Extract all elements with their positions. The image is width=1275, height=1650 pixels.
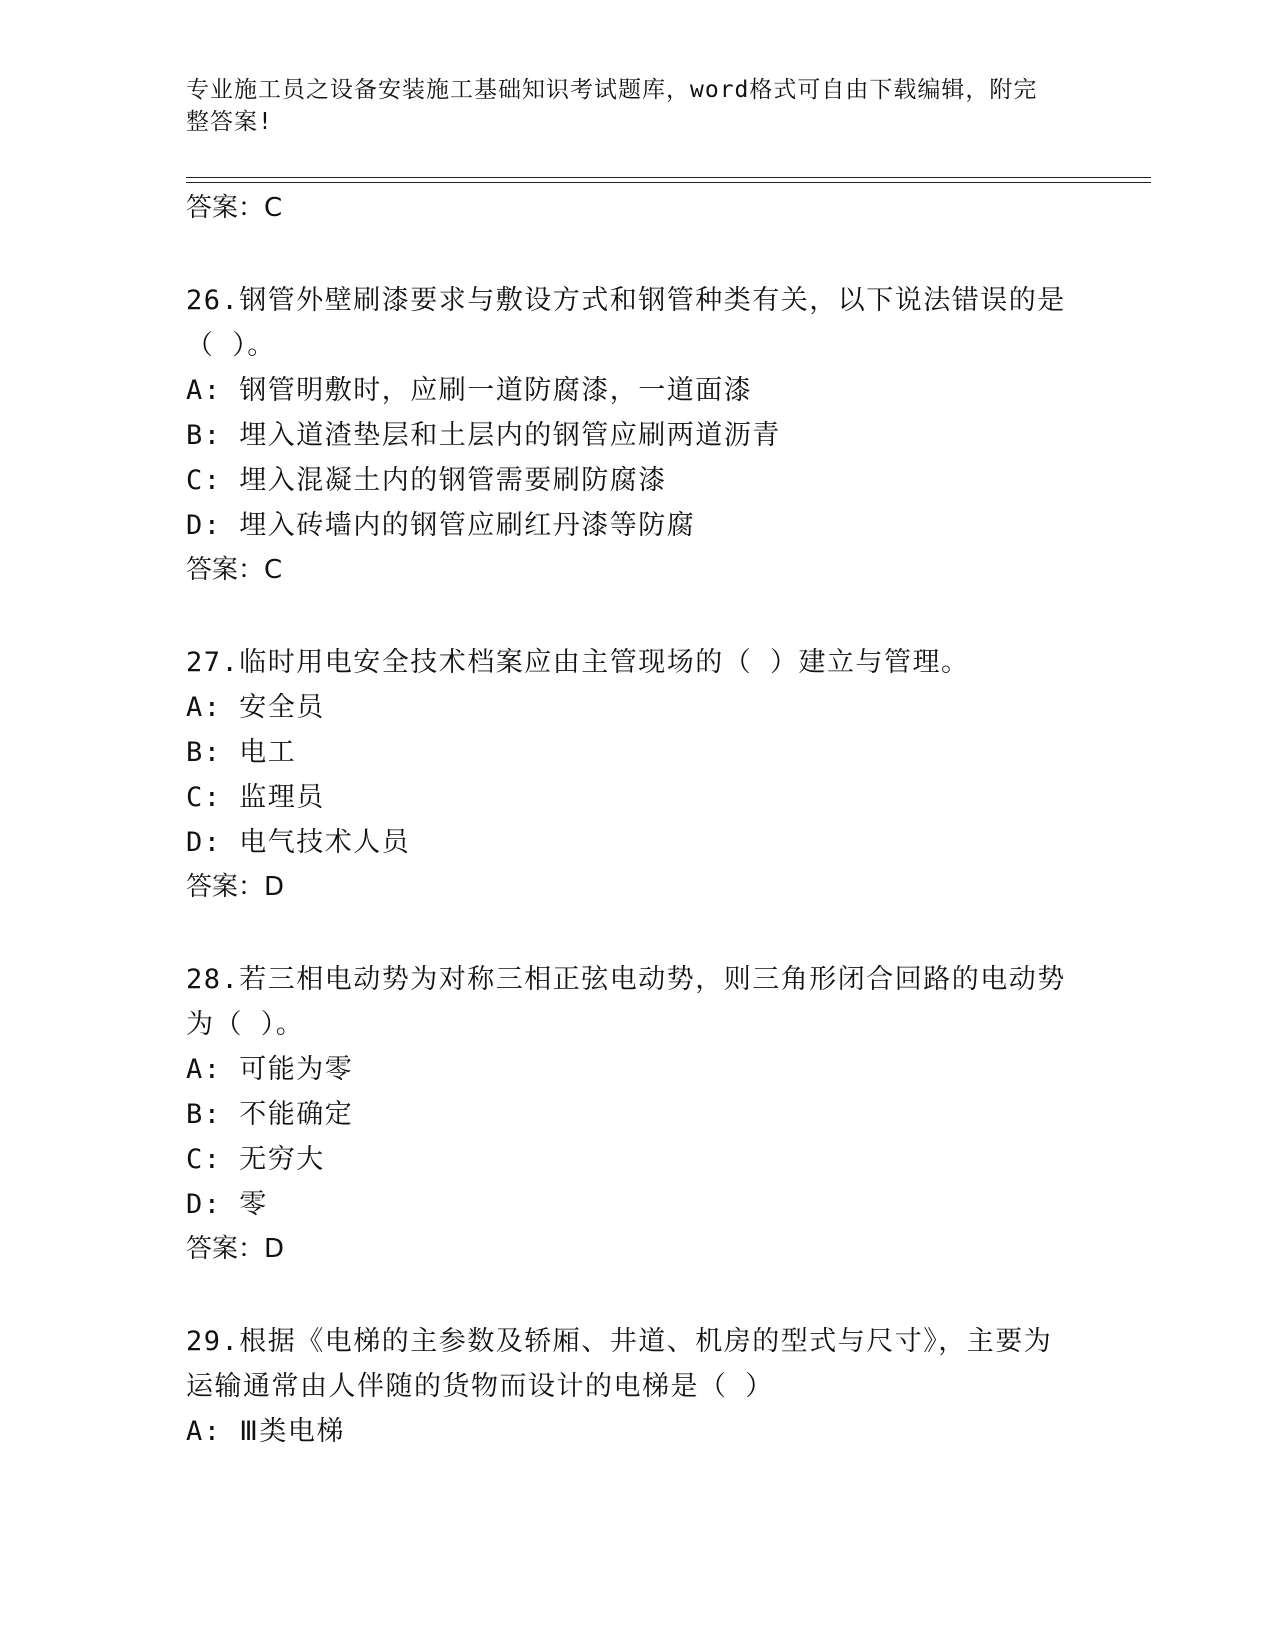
header-line-2: 整答案!	[186, 109, 273, 135]
option-b: B: 埋入道渣垫层和土层内的钢管应刷两道沥青	[186, 420, 781, 451]
answer-line: 答案：D	[186, 1234, 285, 1264]
option-c: C: 埋入混凝土内的钢管需要刷防腐漆	[186, 465, 667, 496]
option-c: C: 监理员	[186, 782, 325, 813]
option-a: A: 钢管明敷时，应刷一道防腐漆，一道面漆	[186, 375, 753, 406]
option-c: C: 无穷大	[186, 1144, 325, 1175]
question-27	[186, 640, 1146, 910]
question-text-line: 28.若三相电动势为对称三相正弦电动势，则三角形闭合回路的电动势	[186, 964, 1066, 995]
option-a: A: 可能为零	[186, 1054, 354, 1085]
option-d: D: 电气技术人员	[186, 827, 411, 858]
option-a: A: Ⅲ类电梯	[186, 1416, 345, 1447]
question-text-line: 为（ ）。	[186, 1009, 305, 1040]
question-text	[186, 1319, 1146, 1409]
question-29	[186, 1319, 1146, 1454]
answer-line: 答案：C	[186, 193, 283, 223]
question-26	[186, 278, 1146, 593]
question-text-line: （ ）。	[186, 330, 276, 361]
document-header	[186, 74, 1066, 138]
option-d: D: 零	[186, 1189, 268, 1220]
option-a: A: 安全员	[186, 692, 325, 723]
header-line-1: 专业施工员之设备安装施工基础知识考试题库，word格式可自由下载编辑，附完	[186, 77, 1038, 103]
question-text	[186, 278, 1146, 368]
question-text	[186, 957, 1146, 1047]
option-b: B: 电工	[186, 737, 297, 768]
question-text-line: 26.钢管外壁刷漆要求与敷设方式和钢管种类有关，以下说法错误的是	[186, 285, 1066, 316]
option-b: B: 不能确定	[186, 1099, 354, 1130]
option-d: D: 埋入砖墙内的钢管应刷红丹漆等防腐	[186, 510, 696, 541]
question-28	[186, 957, 1146, 1272]
answer-line: 答案：D	[186, 872, 285, 902]
question-text	[186, 640, 1146, 685]
question-text-line: 27.临时用电安全技术档案应由主管现场的（ ）建立与管理。	[186, 647, 970, 678]
header-rule-top	[186, 177, 1151, 178]
answer-line: 答案：C	[186, 555, 283, 585]
question-list	[186, 186, 1146, 1454]
header-rule-bottom	[186, 182, 1151, 183]
question-text-line: 29.根据《电梯的主参数及轿厢、井道、机房的型式与尺寸》，主要为	[186, 1326, 1053, 1357]
question-text-line: 运输通常由人伴随的货物而设计的电梯是（ ）	[186, 1371, 774, 1402]
